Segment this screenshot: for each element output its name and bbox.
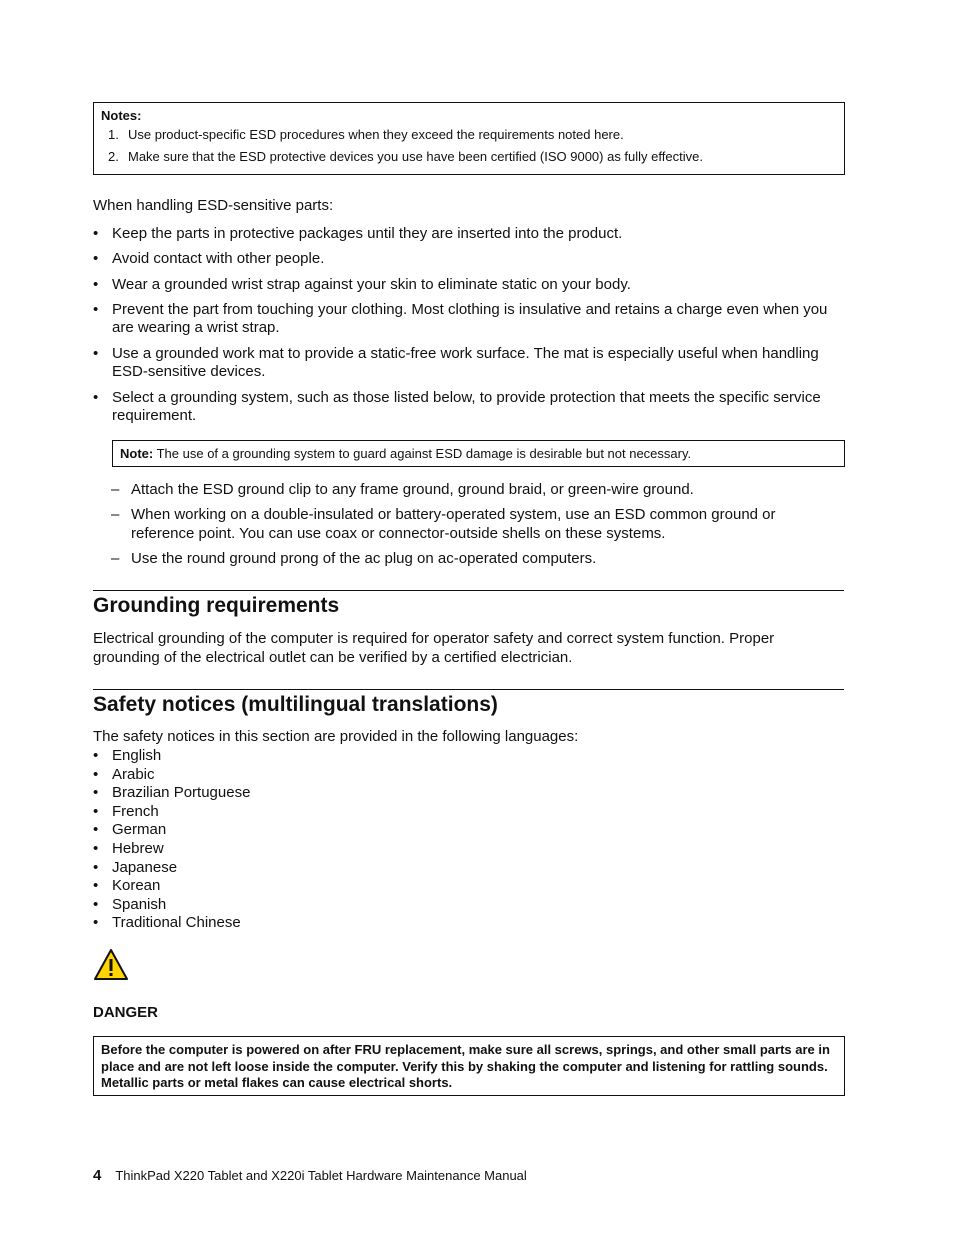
danger-label: DANGER [93,1004,159,1021]
footer [93,1167,527,1185]
notes-item: 1. Use product-specific ESD procedures when they exceed the requirements noted here. [108,127,624,142]
list-item: • Brazilian Portuguese [93,784,251,802]
danger-text: Before the computer is powered on after FRU replacement, make sure all screws, springs, and other small parts are in place and are not left loose inside the computer. Verify this by shaking the computer and listening for rattling sounds. Metallic parts or metal flakes can cause electrical shorts. [101,1042,830,1090]
list-item: • Wear a grounded wrist strap against your skin to eliminate static on your body. [93,276,631,293]
list-item: • Prevent the part from touching your clothing. Most clothing is insulative and retains a charge even when you are wearing a wrist strap. [93,301,828,336]
safety-intro: The safety notices in this section are provided in the following languages: [93,728,579,745]
note-label: Note: [120,446,154,461]
grounding-heading: Grounding requirements [93,594,340,617]
list-item: • Select a grounding system, such as those listed below, to provide protection that meets the specific service requirement. [93,389,821,424]
list-item: • English [93,747,162,764]
safety-heading: Safety notices (multilingual translations) [93,693,498,716]
list-item: • Keep the parts in protective packages until they are inserted into the product. [93,225,623,242]
section-divider [93,689,844,690]
page-number: 4 [93,1167,102,1184]
list-item: • Avoid contact with other people. [93,250,325,267]
notes-box [93,102,845,175]
list-item: – When working on a double-insulated or battery-operated system, use an ESD common ground or reference point. You can use coax or connector-outside shells on these systems. [111,506,776,542]
grounding-paragraph: Electrical grounding of the computer is required for operator safety and correct system function. Proper grounding of the electrical outlet can be verified by a certified electrician. [93,630,775,666]
list-item: • German [93,821,167,839]
list-item: • Japanese [93,858,178,876]
danger-box [93,1036,845,1096]
footer-title: ThinkPad X220 Tablet and X220i Tablet Hardware Maintenance Manual [115,1168,527,1183]
esd-intro: When handling ESD-sensitive parts: [93,197,334,214]
list-item: – Attach the ESD ground clip to any frame ground, ground braid, or green-wire ground. [111,481,694,498]
note-box [112,440,845,467]
list-item: • Hebrew [93,840,164,857]
note-text: The use of a grounding system to guard against ESD damage is desirable but not necessary. [156,446,692,461]
list-item: • Korean [93,877,161,895]
section-divider [93,590,844,591]
warning-triangle-icon [93,948,129,981]
list-item: • Traditional Chinese [93,914,241,932]
list-item: • Arabic [93,765,155,783]
notes-heading: Notes: [101,108,142,123]
notes-item: 2. Make sure that the ESD protective devices you use have been certified (ISO 9000) as fully effective. [108,149,703,164]
notes-list [101,124,837,168]
list-item: – Use the round ground prong of the ac plug on ac-operated computers. [111,550,597,567]
list-item: • French [93,802,159,820]
list-item: • Spanish [93,895,167,913]
list-item: • Use a grounded work mat to provide a static-free work surface. The mat is especially useful when handling ESD-sensitive devices. [93,345,819,380]
